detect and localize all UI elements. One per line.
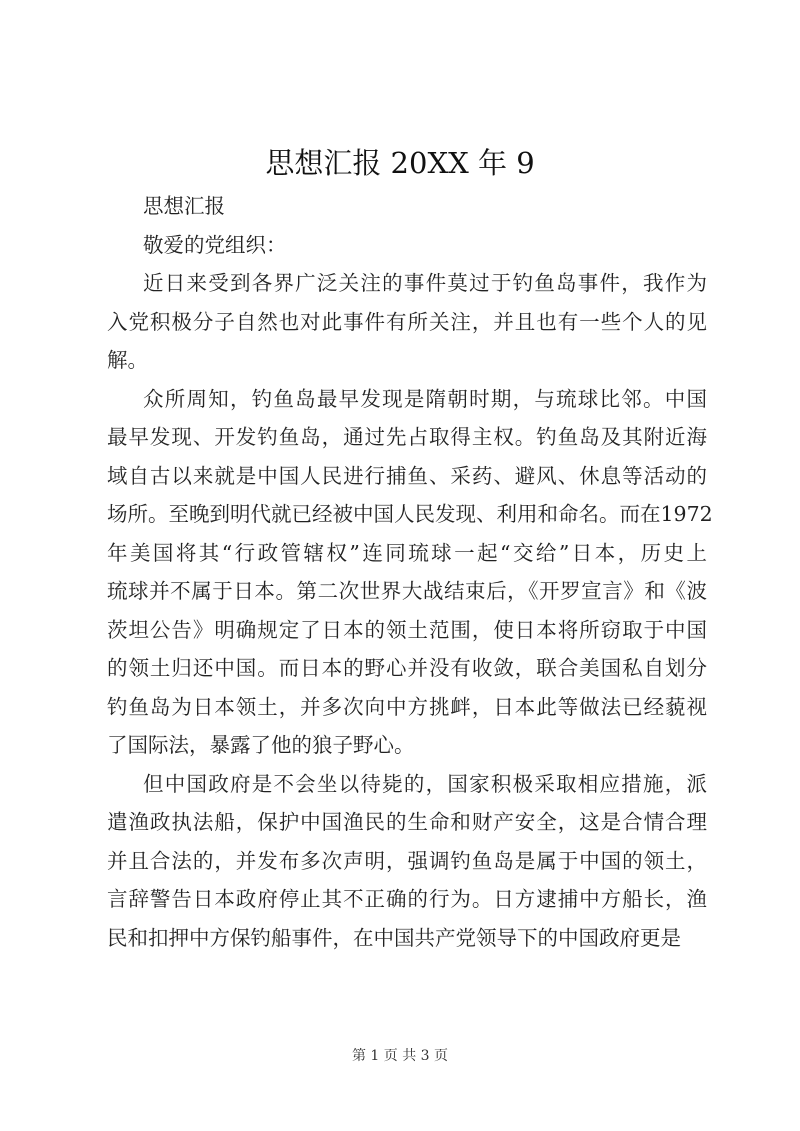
paragraph-line: 场所。至晚到明代就已经被中国人民发现、利用和命名。而在1972 <box>107 502 713 526</box>
paragraph-line: 域自古以来就是中国人民进行捕鱼、采药、避风、休息等活动的 <box>107 463 707 488</box>
paragraph-line: 的领土归还中国。而日本的野心并没有收敛，联合美国私自划分 <box>107 656 707 680</box>
paragraph-line: 众所周知，钓鱼岛最早发现是隋朝时期，与琉球比邻。中国 <box>143 386 707 411</box>
paragraph-line: 入党积极分子自然也对此事件有所关注，并且也有一些个人的见 <box>107 309 707 334</box>
paragraph-line: 琉球并不属于日本。第二次世界大战结束后，《开罗宣言》和《波 <box>107 579 707 603</box>
document-body <box>107 187 713 957</box>
paragraph-line: 年美国将其“行政管辖权”连同琉球一起“交给”日本，历史上 <box>107 540 707 565</box>
paragraph-line: 敬爱的党组织： <box>143 232 287 257</box>
page-footer: 第 1 页 共 3 页 <box>351 1048 449 1064</box>
paragraph-line: 了国际法，暴露了他的狼子野心。 <box>107 733 415 757</box>
paragraph-line: 并且合法的，并发布多次声明，强调钓鱼岛是属于中国的领土， <box>107 848 707 873</box>
paragraph-line: 但中国政府是不会坐以待毙的，国家积极采取相应措施，派 <box>143 771 707 796</box>
paragraph-line: 茨坦公告》明确规定了日本的领土范围，使日本将所窃取于中国 <box>107 617 707 642</box>
paragraph-line: 最早发现、开发钓鱼岛，通过先占取得主权。钓鱼岛及其附近海 <box>107 425 707 449</box>
document-title: 思想汇报 20XX 年 9 <box>265 146 535 180</box>
paragraph-line: 言辞警告日本政府停止其不正确的行为。日方逮捕中方船长，渔 <box>107 887 707 911</box>
paragraph-line: 解。 <box>107 348 148 372</box>
paragraph-line: 钓鱼岛为日本领土，并多次向中方挑衅，日本此等做法已经藐视 <box>107 694 707 719</box>
paragraph-line: 遣渔政执法船，保护中国渔民的生命和财产安全，这是合情合理 <box>107 810 707 834</box>
paragraph-line: 近日来受到各界广泛关注的事件莫过于钓鱼岛事件，我作为 <box>143 271 707 295</box>
paragraph-line: 民和扣押中方保钓船事件，在中国共产党领导下的中国政府更是 <box>107 925 681 950</box>
paragraph-line: 思想汇报 <box>143 194 225 218</box>
